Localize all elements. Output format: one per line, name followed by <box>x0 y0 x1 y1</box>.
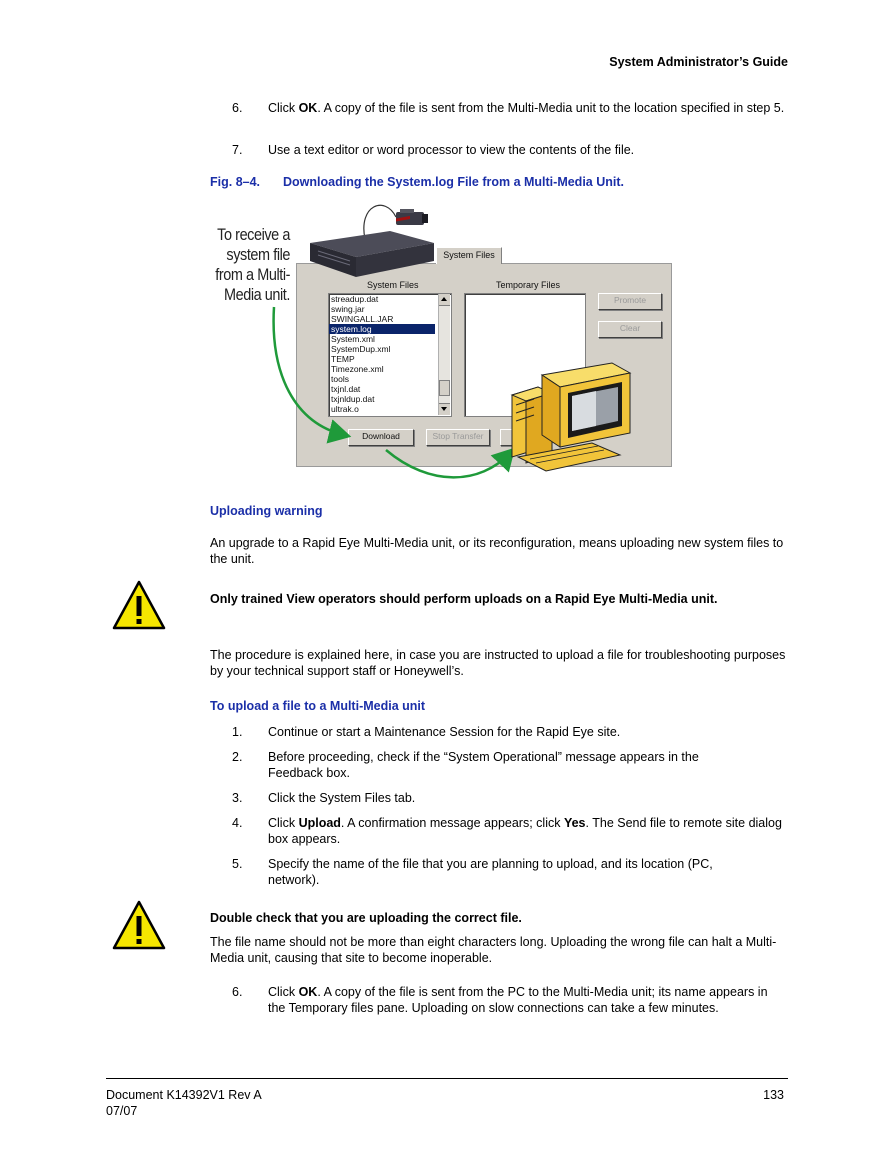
stop-transfer-button[interactable]: Stop Transfer <box>426 429 490 446</box>
step-text: Click Upload. A confirmation message appears; click Yes. The Send file to remote site dialog box appears. <box>268 816 782 846</box>
step-text: Before proceeding, check if the “System Operational” message appears in the Feedback box. <box>268 750 699 780</box>
step-number: 6. <box>232 101 243 115</box>
figure-caption: Downloading the System.log File from a Multi-Media Unit. <box>283 175 624 189</box>
step-text: Click the System Files tab. <box>268 791 416 805</box>
system-files-label: System Files <box>367 280 419 290</box>
list-item[interactable]: System.xml <box>331 334 375 344</box>
figure-illustration <box>200 195 680 490</box>
step-number: 1. <box>232 725 243 739</box>
caution-text: The file name should not be more than eight characters long. Uploading the wrong file can halt a Multi-Media unit, causing that site to become inoperable. <box>210 935 777 965</box>
step-text: Click OK. A copy of the file is sent from the Multi-Media unit to the location specified in step 5. <box>268 101 785 115</box>
running-header: System Administrator’s Guide <box>609 55 788 69</box>
step-text: Click OK. A copy of the file is sent from the PC to the Multi-Media unit; its name appears in the Temporary files pane. Uploading on slow connections can take a few minutes. <box>268 985 768 1015</box>
multimedia-unit-icon <box>310 216 434 277</box>
step-number: 6. <box>232 985 243 999</box>
list-item[interactable]: txjnldup.dat <box>331 394 375 404</box>
procedure-heading: To upload a file to a Multi-Media unit <box>210 699 426 713</box>
figure-callout: To receive a system file from a Multi- Media unit. <box>215 225 290 304</box>
step-number: 5. <box>232 857 243 871</box>
step-number: 4. <box>232 816 243 830</box>
warning-icon <box>112 580 166 630</box>
temporary-files-label: Temporary Files <box>496 280 561 290</box>
step-text: Continue or start a Maintenance Session for the Rapid Eye site. <box>268 725 621 739</box>
step-text: Specify the name of the file that you are planning to upload, and its location (PC, network). <box>268 857 713 887</box>
clear-button[interactable]: Clear <box>598 321 662 338</box>
list-item[interactable]: tools <box>331 374 349 384</box>
footer-document: Document K14392V1 Rev A <box>106 1088 262 1102</box>
pc-icon <box>512 363 630 471</box>
camera-icon <box>396 209 428 225</box>
list-item[interactable]: ultrak.o <box>331 404 359 414</box>
step-number: 3. <box>232 791 243 805</box>
step-number: 2. <box>232 750 243 764</box>
paragraph: An upgrade to a Rapid Eye Multi-Media unit, or its reconfiguration, means uploading new system files to the unit. <box>210 536 784 566</box>
download-button[interactable]: Download <box>348 429 414 446</box>
list-item[interactable]: Timezone.xml <box>331 364 384 374</box>
paragraph: The procedure is explained here, in case you are instructed to upload a file for troubleshooting purposes by your technical support staff or Honeywell’s. <box>210 648 786 678</box>
warning-icon <box>112 900 166 950</box>
page-number: 133 <box>763 1088 784 1102</box>
caution-title: Double check that you are uploading the correct file. <box>210 911 522 925</box>
tab-system-files[interactable]: System Files <box>436 247 502 264</box>
figure <box>200 195 680 490</box>
list-item[interactable]: streadup.dat <box>331 294 379 304</box>
caution-text: Only trained View operators should perform uploads on a Rapid Eye Multi-Media unit. <box>210 592 718 606</box>
list-item[interactable]: TEMP <box>331 354 355 364</box>
promote-button[interactable]: Promote <box>598 293 662 310</box>
list-item[interactable]: SWINGALL.JAR <box>331 314 394 324</box>
list-item-selected[interactable]: system.log <box>329 324 435 334</box>
arrow-to-download <box>274 307 344 435</box>
list-item[interactable]: SystemDup.xml <box>331 344 391 354</box>
list-item[interactable]: txjnl.dat <box>331 384 361 394</box>
footer-rule <box>106 1078 788 1079</box>
figure-label: Fig. 8–4. <box>210 175 261 189</box>
arrow-to-pc <box>386 450 510 477</box>
section-heading: Uploading warning <box>210 504 323 518</box>
list-item[interactable]: swing.jar <box>331 304 365 314</box>
step-number: 7. <box>232 143 243 157</box>
step-text: Use a text editor or word processor to view the contents of the file. <box>268 143 635 157</box>
footer-date: 07/07 <box>106 1104 138 1118</box>
